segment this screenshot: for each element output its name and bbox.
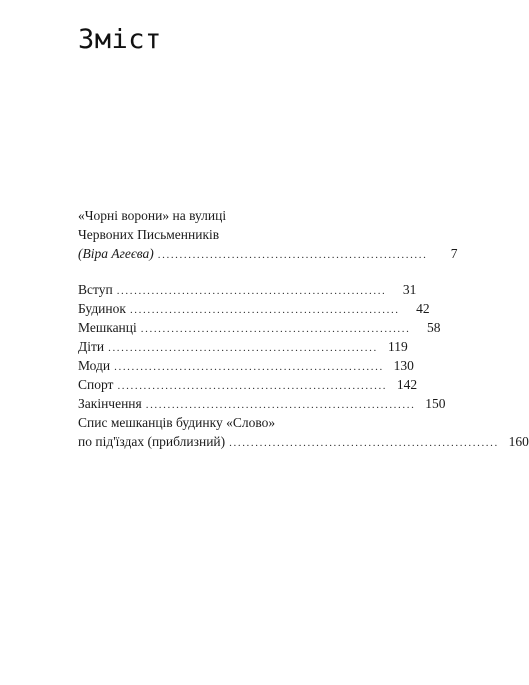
toc-entry[interactable] <box>78 394 446 413</box>
toc-entry-label: Спорт <box>78 377 114 392</box>
toc-page-number: 58 <box>426 320 441 335</box>
toc-page-number: 31 <box>402 282 417 297</box>
toc-entry-residents-line1: Спис мешканців будинку «Слово» <box>78 415 276 430</box>
toc-entry-foreword[interactable] <box>78 244 458 263</box>
toc-entry-label: по під'їздах (приблизний) <box>78 434 226 449</box>
page-title: Зміст <box>78 24 162 55</box>
dot-leader: .............................................................. <box>129 304 400 316</box>
toc-page-number: 142 <box>396 377 418 392</box>
toc-page-number: 160 <box>508 434 529 449</box>
spacer <box>78 263 348 280</box>
dot-leader: .............................................................. <box>114 361 384 373</box>
toc-page-number: 42 <box>416 301 430 316</box>
toc-entry[interactable] <box>78 318 441 337</box>
toc-entry-label: Моди <box>78 358 111 373</box>
dot-leader: .............................................................. <box>108 342 378 354</box>
dot-leader: .............................................................. <box>140 323 411 335</box>
toc-page-number: 130 <box>393 358 414 373</box>
toc-entry[interactable] <box>78 356 414 375</box>
dot-leader: .............................................................. <box>157 249 428 261</box>
dot-leader: .............................................................. <box>116 285 387 297</box>
table-of-contents <box>78 206 529 451</box>
toc-page-number: 119 <box>388 339 408 354</box>
toc-entry-foreword-line1: «Чорні ворони» на вулиці <box>78 208 227 223</box>
dot-leader: .............................................................. <box>117 380 388 392</box>
toc-entry-label: Закінчення <box>78 396 142 411</box>
toc-entry-label: Мешканці <box>78 320 137 335</box>
dot-leader: .............................................................. <box>145 399 416 411</box>
toc-entry-label: Будинок <box>78 301 126 316</box>
toc-page-number: 7 <box>450 246 458 261</box>
toc-page-number: 150 <box>425 396 446 411</box>
toc-entry[interactable] <box>78 337 408 356</box>
toc-entry[interactable] <box>78 375 418 394</box>
toc-entry-label: Діти <box>78 339 105 354</box>
toc-entry-foreword-line2: Червоних Письменників <box>78 227 220 242</box>
toc-entry[interactable] <box>78 299 430 318</box>
toc-entry-label: Вступ <box>78 282 113 297</box>
dot-leader: .............................................................. <box>229 437 499 449</box>
toc-entry-residents[interactable] <box>78 432 529 451</box>
toc-entry-label: (Віра Агеєва) <box>78 246 154 261</box>
toc-entry[interactable] <box>78 280 417 299</box>
